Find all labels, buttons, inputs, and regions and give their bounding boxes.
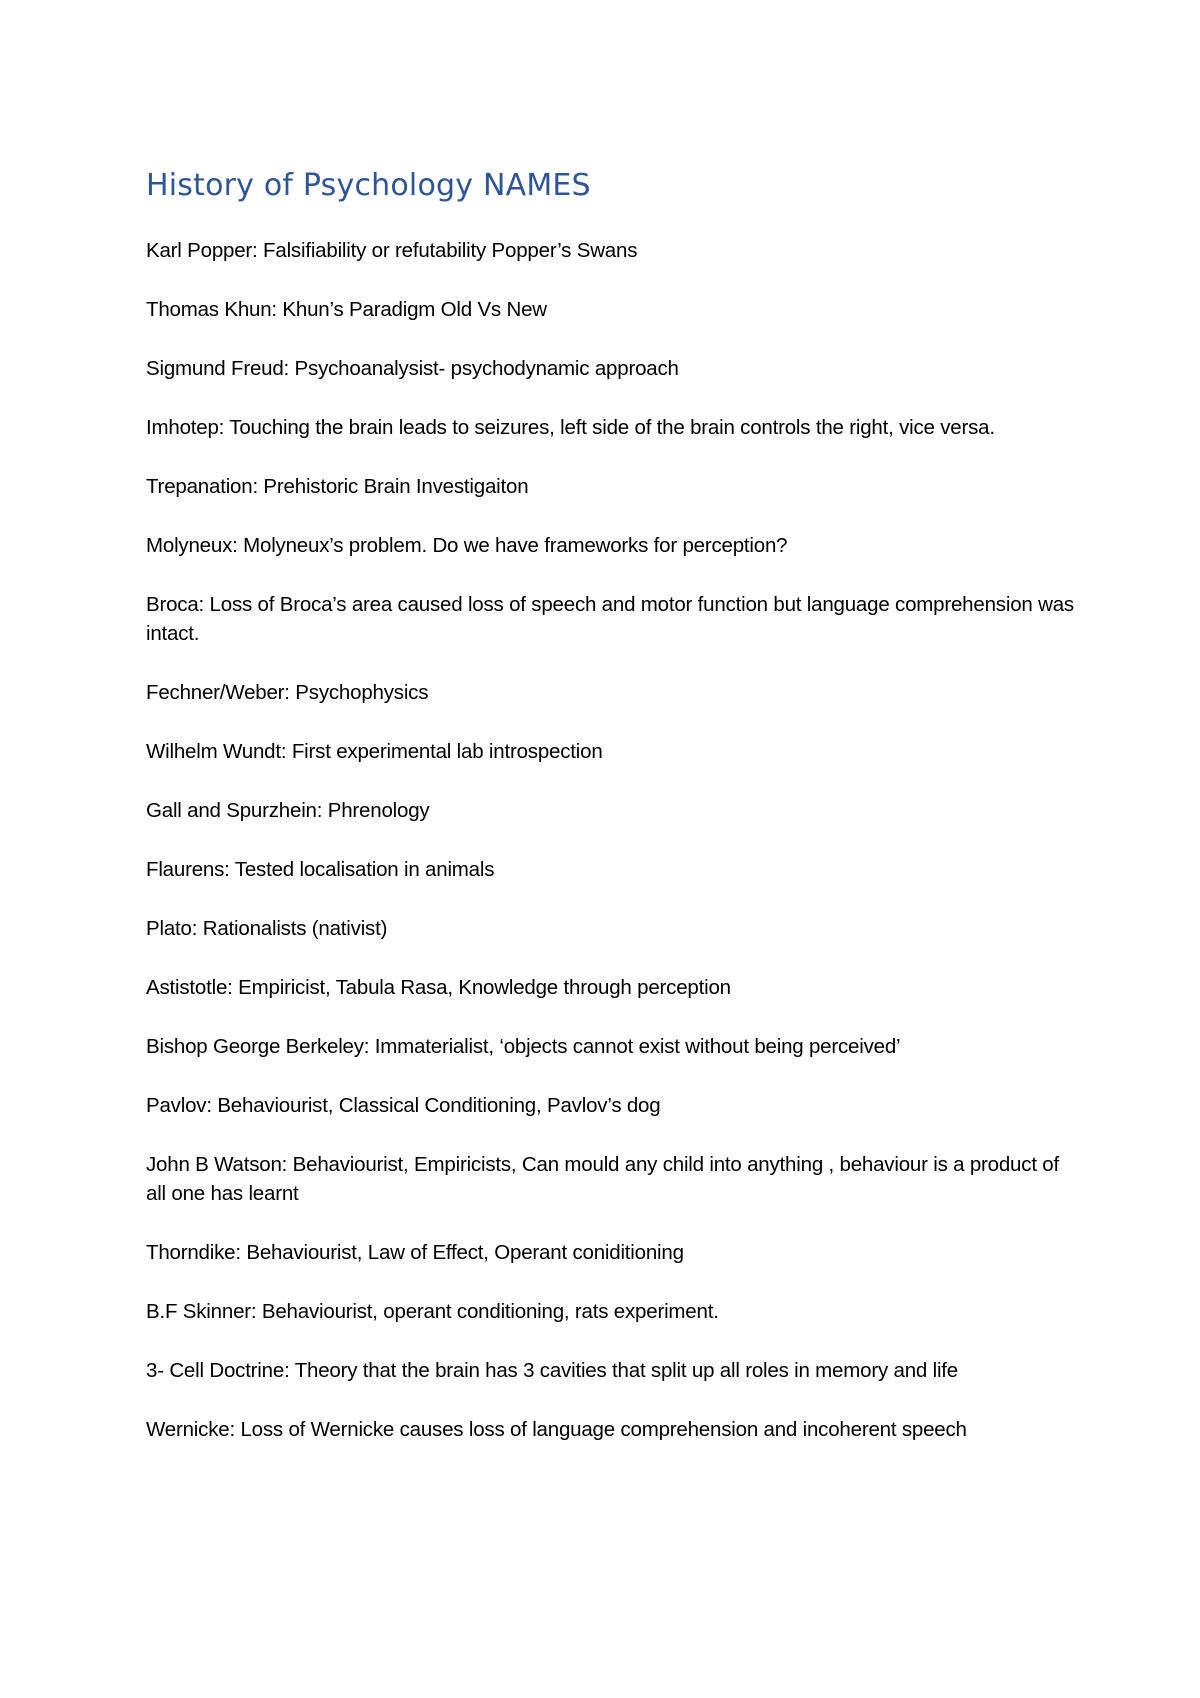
entry-flaurens: Flaurens: Tested localisation in animals <box>146 858 495 881</box>
entry-thomas-khun: Thomas Khun: Khun’s Paradigm Old Vs New <box>146 298 547 321</box>
document-body <box>146 164 1076 1474</box>
entry-imhotep: Imhotep: Touching the brain leads to seizures, left side of the brain controls the right, vice versa. <box>146 416 995 439</box>
entry-sigmund-freud: Sigmund Freud: Psychoanalysist- psychodynamic approach <box>146 357 679 380</box>
document-title: History of Psychology NAMES <box>146 168 591 203</box>
entry-karl-popper: Karl Popper: Falsifiability or refutability Popper’s Swans <box>146 239 638 262</box>
entry-bf-skinner: B.F Skinner: Behaviourist, operant conditioning, rats experiment. <box>146 1300 719 1323</box>
entry-plato: Plato: Rationalists (nativist) <box>146 917 388 940</box>
entry-pavlov: Pavlov: Behaviourist, Classical Conditioning, Pavlov’s dog <box>146 1094 661 1117</box>
entry-thorndike: Thorndike: Behaviourist, Law of Effect, Operant coniditioning <box>146 1241 684 1264</box>
entry-fechner-weber: Fechner/Weber: Psychophysics <box>146 681 429 704</box>
entry-molyneux: Molyneux: Molyneux’s problem. Do we have frameworks for perception? <box>146 534 788 557</box>
entry-wilhelm-wundt: Wilhelm Wundt: First experimental lab introspection <box>146 740 603 763</box>
entry-wernicke: Wernicke: Loss of Wernicke causes loss of language comprehension and incoherent speech <box>146 1418 967 1441</box>
entry-gall-spurzhein: Gall and Spurzhein: Phrenology <box>146 799 430 822</box>
entry-trepanation: Trepanation: Prehistoric Brain Investigaiton <box>146 475 529 498</box>
entry-broca: Broca: Loss of Broca’s area caused loss of speech and motor function but language comprehension was intact. <box>146 593 1074 645</box>
entry-astistotle: Astistotle: Empiricist, Tabula Rasa, Knowledge through perception <box>146 976 731 999</box>
entry-cell-doctrine: 3- Cell Doctrine: Theory that the brain has 3 cavities that split up all roles in memory and life <box>146 1359 959 1382</box>
entry-berkeley: Bishop George Berkeley: Immaterialist, ‘objects cannot exist without being perceived’ <box>146 1035 901 1058</box>
entry-list <box>146 236 1076 1444</box>
entry-john-b-watson: John B Watson: Behaviourist, Empiricists, Can mould any child into anything , behaviour is a product of all one has learnt <box>146 1153 1060 1205</box>
